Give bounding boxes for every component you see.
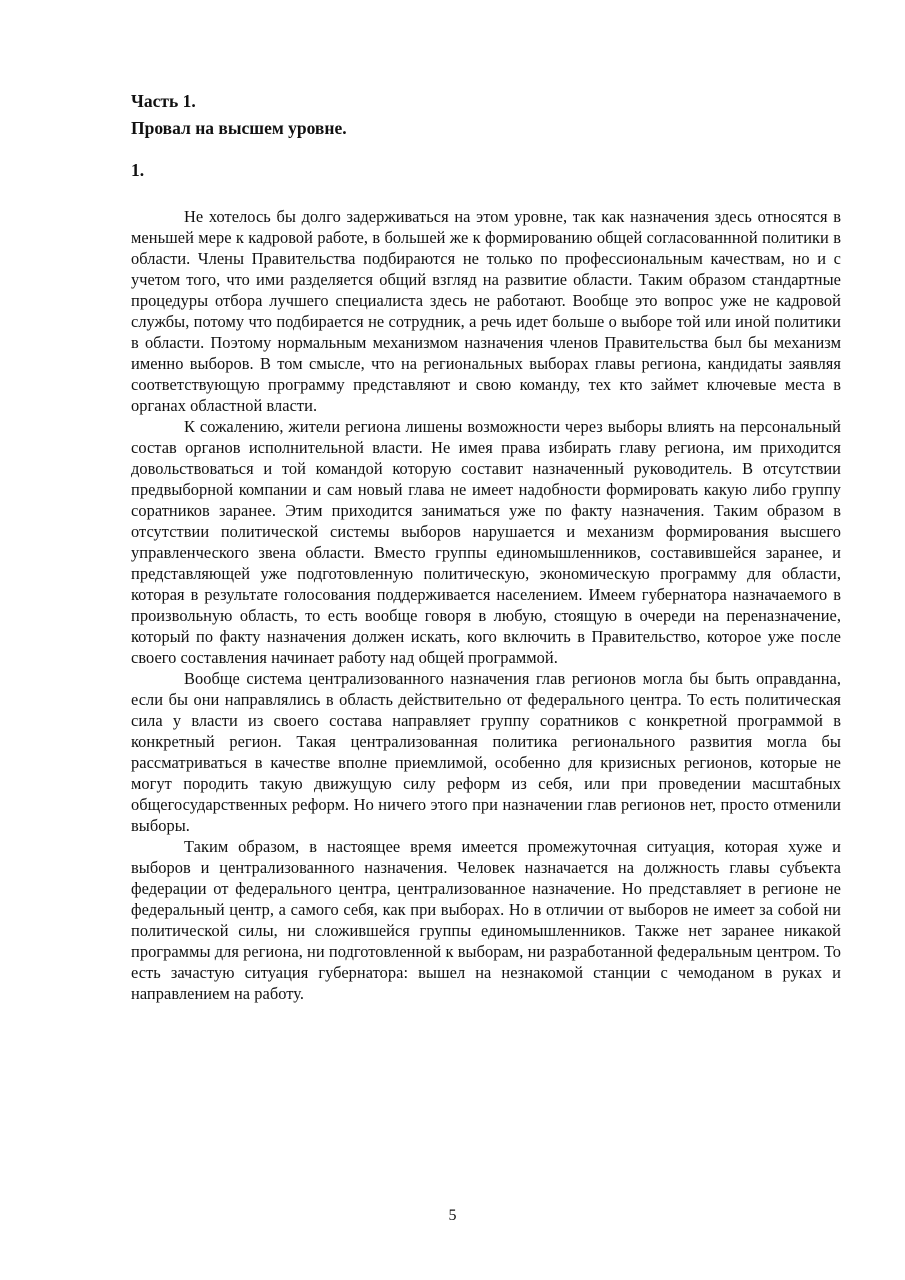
paragraph: Не хотелось бы долго задерживаться на этом уровне, так как назначения здесь относятся в меньшей мере к кадровой работе, в большей же к формированию общей согласованнной политики в области. Члены Правительства подбираются не только по профессиональным качествам, но и с учетом того, что ими разделяется общий взгляд на развитие области. Таким образом стандартные процедуры отбора лучшего специалиста здесь не работают. Вообще это вопрос уже не кадровой службы, потому что подбирается не сотрудник, а речь идет больше о выборе той или иной политики в области. Поэтому нормальным механизмом назначения членов Правительства был бы механизм именно выборов. В том смысле, что на региональных выборах главы региона, кандидаты заявляя соответствующую программу представляют и свою команду, тех кто займет ключевые места в органах областной власти. (131, 207, 841, 415)
page-number: 5 (448, 1207, 457, 1224)
paragraph: К сожалению, жители региона лишены возможности через выборы влиять на персональный состав органов исполнительной власти. Не имея права избирать главу региона, им приходится довольствоваться и той командой которую составит назначенный руководитель. В отсутствии предвыборной компании и сам новый глава не имеет надобности формировать какую либо группу соратников заранее. Этим приходится заниматься уже по факту назначения. Таким образом в отсутствии политической системы выборов нарушается и механизм формирования высшего управленческого звена области. Вместо группы единомышленников, составившейся заранее, и представляющей уже подготовленную политическую, экономическую программу для области, которая в результате голосования поддерживается населением. Имеем губернатора назначаемого в произвольную область, то есть вообще говоря в любую, стоящую в очереди на переназначение, который по факту назначения должен искать, кого включить в Правительство, которое уже после своего составления начинает работу над общей программой. (131, 417, 841, 667)
part-subtitle: Провал на высшем уровне. (131, 118, 347, 138)
paragraph: Вообще система централизованного назначения глав регионов могла бы быть оправданна, если бы они направлялись в область действительно от федерального центра. То есть политическая сила у власти из своего состава направляет группу соратников с конкретной программой в конкретный регион. Такая централизованная политика регионального развития могла бы рассматриваться в качестве вполне приемлимой, особенно для кризисных регионов, которые не могут породить такую движущую силу реформ из себя, или при проведении масштабных общегосударственных реформ. Но ничего этого при назначении глав регионов нет, просто отменили выборы. (131, 669, 841, 835)
section-number: 1. (131, 160, 145, 180)
part-heading (131, 88, 841, 142)
body-text (131, 206, 841, 1004)
paragraph: Таким образом, в настоящее время имеется промежуточная ситуация, которая хуже и выборов и централизованного назначения. Человек назначается на должность главы субъекта федерации от федерального центра, централизованное назначение. Но представляет в регионе не федеральный центр, а самого себя, как при выборах. Но в отличии от выборов не имеет за собой ни политической силы, ни сложившейся группы единомышленников. Также нет заранее никакой программы для региона, ни подготовленной к выборам, ни разработанной федеральным центром. То есть зачастую ситуация губернатора: вышел на незнакомой станции с чемоданом в руках и направлением на работу. (131, 837, 841, 1003)
part-title: Часть 1. (131, 91, 196, 111)
